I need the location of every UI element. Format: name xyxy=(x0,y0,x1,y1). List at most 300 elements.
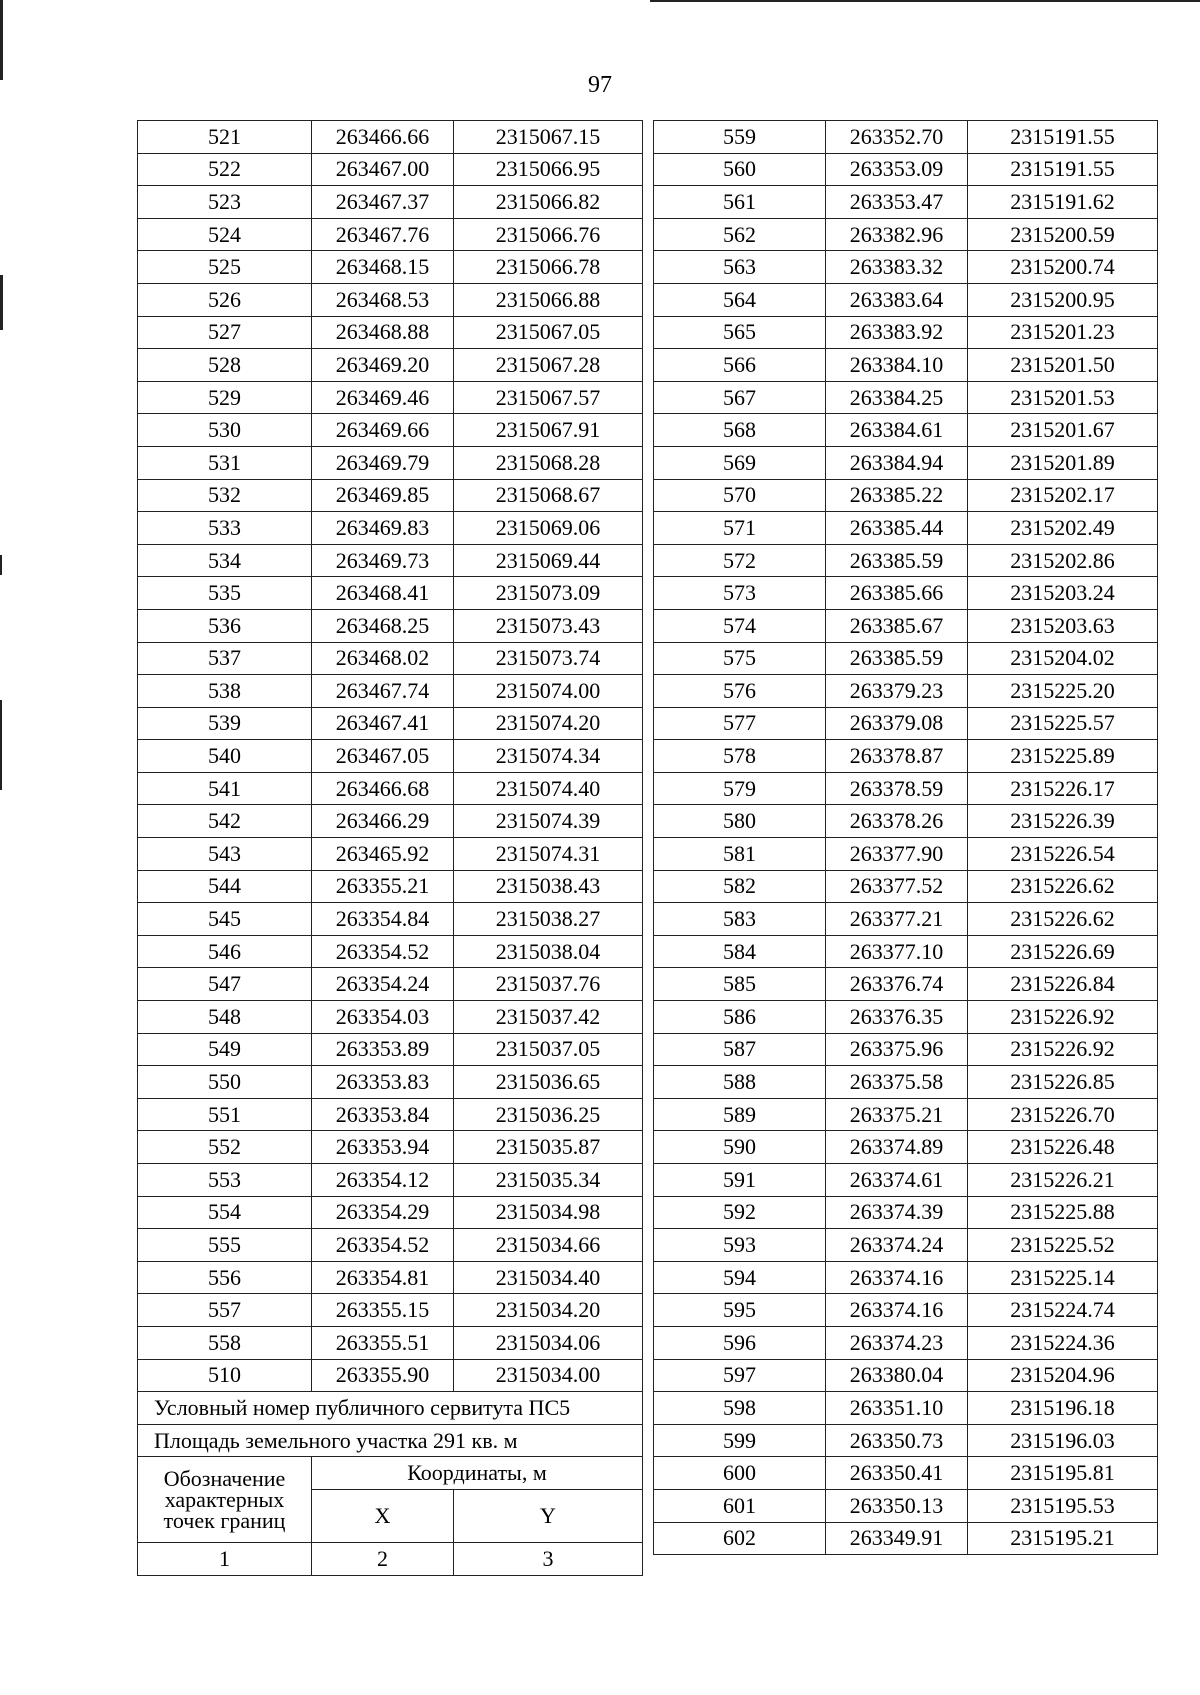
y-coordinate-cell: 2315034.40 xyxy=(454,1261,643,1294)
y-coordinate-cell: 2315203.24 xyxy=(968,577,1158,610)
point-number-cell: 526 xyxy=(138,283,312,316)
x-coordinate-cell: 263385.67 xyxy=(826,609,968,642)
point-number-cell: 572 xyxy=(654,544,826,577)
table-row xyxy=(138,675,643,708)
table-row xyxy=(138,577,643,610)
x-coordinate-cell: 263469.20 xyxy=(312,349,454,382)
scan-edge-mark xyxy=(0,0,3,80)
y-coordinate-cell: 2315037.76 xyxy=(454,968,643,1001)
x-coordinate-cell: 263377.90 xyxy=(826,838,968,871)
table-row xyxy=(138,1196,643,1229)
y-coordinate-cell: 2315035.87 xyxy=(454,1131,643,1164)
table-row xyxy=(654,772,1158,805)
table-row xyxy=(654,1131,1158,1164)
point-number-cell: 547 xyxy=(138,968,312,1001)
table-row xyxy=(138,642,643,675)
table-row xyxy=(138,544,643,577)
point-number-cell: 569 xyxy=(654,446,826,479)
x-coordinate-cell: 263379.08 xyxy=(826,707,968,740)
table-row xyxy=(654,121,1158,154)
x-coordinate-cell: 263374.16 xyxy=(826,1294,968,1327)
point-number-cell: 567 xyxy=(654,381,826,414)
x-coordinate-cell: 263466.66 xyxy=(312,121,454,154)
left-table-footer xyxy=(138,1392,643,1575)
point-number-cell: 528 xyxy=(138,349,312,382)
point-number-cell: 539 xyxy=(138,707,312,740)
x-coordinate-cell: 263353.84 xyxy=(312,1098,454,1131)
point-number-cell: 549 xyxy=(138,1033,312,1066)
point-number-cell: 551 xyxy=(138,1098,312,1131)
land-area-label: Площадь земельного участка 291 кв. м xyxy=(138,1424,643,1457)
x-coordinate-cell: 263384.94 xyxy=(826,446,968,479)
point-number-cell: 557 xyxy=(138,1294,312,1327)
x-header: X xyxy=(312,1489,454,1542)
y-coordinate-cell: 2315073.09 xyxy=(454,577,643,610)
y-coordinate-cell: 2315036.65 xyxy=(454,1066,643,1099)
x-coordinate-cell: 263376.35 xyxy=(826,1001,968,1034)
y-coordinate-cell: 2315034.20 xyxy=(454,1294,643,1327)
column-number-2: 2 xyxy=(312,1542,454,1575)
y-coordinate-cell: 2315069.06 xyxy=(454,512,643,545)
point-number-cell: 530 xyxy=(138,414,312,447)
y-coordinate-cell: 2315225.57 xyxy=(968,707,1158,740)
point-number-cell: 546 xyxy=(138,935,312,968)
y-coordinate-cell: 2315226.84 xyxy=(968,968,1158,1001)
point-number-cell: 583 xyxy=(654,903,826,936)
table-row xyxy=(138,251,643,284)
table-row xyxy=(138,1294,643,1327)
x-coordinate-cell: 263353.89 xyxy=(312,1033,454,1066)
table-row xyxy=(654,707,1158,740)
y-coordinate-cell: 2315066.88 xyxy=(454,283,643,316)
coordinates-table-right xyxy=(653,120,1158,1555)
table-row xyxy=(654,1001,1158,1034)
table-row xyxy=(654,218,1158,251)
y-coordinate-cell: 2315196.03 xyxy=(968,1424,1158,1457)
y-coordinate-cell: 2315037.05 xyxy=(454,1033,643,1066)
x-coordinate-cell: 263467.05 xyxy=(312,740,454,773)
x-coordinate-cell: 263469.73 xyxy=(312,544,454,577)
table-row xyxy=(138,316,643,349)
point-number-cell: 587 xyxy=(654,1033,826,1066)
y-coordinate-cell: 2315191.55 xyxy=(968,121,1158,154)
table-row xyxy=(138,186,643,219)
x-coordinate-cell: 263354.03 xyxy=(312,1001,454,1034)
y-coordinate-cell: 2315226.21 xyxy=(968,1164,1158,1197)
table-row xyxy=(654,479,1158,512)
table-row xyxy=(654,1489,1158,1522)
x-coordinate-cell: 263354.52 xyxy=(312,1229,454,1262)
area-row xyxy=(138,1424,643,1457)
x-coordinate-cell: 263468.25 xyxy=(312,609,454,642)
table-row xyxy=(138,968,643,1001)
point-number-cell: 560 xyxy=(654,153,826,186)
scan-edge-mark xyxy=(0,700,2,790)
y-coordinate-cell: 2315191.55 xyxy=(968,153,1158,186)
x-coordinate-cell: 263469.46 xyxy=(312,381,454,414)
table-row xyxy=(138,838,643,871)
y-coordinate-cell: 2315226.62 xyxy=(968,903,1158,936)
y-coordinate-cell: 2315195.81 xyxy=(968,1457,1158,1490)
x-coordinate-cell: 263384.61 xyxy=(826,414,968,447)
table-row xyxy=(138,1131,643,1164)
table-row xyxy=(654,1098,1158,1131)
table-row xyxy=(654,903,1158,936)
point-number-cell: 533 xyxy=(138,512,312,545)
point-number-cell: 529 xyxy=(138,381,312,414)
point-number-cell: 541 xyxy=(138,772,312,805)
y-coordinate-cell: 2315225.88 xyxy=(968,1196,1158,1229)
point-number-cell: 566 xyxy=(654,349,826,382)
point-number-cell: 540 xyxy=(138,740,312,773)
x-coordinate-cell: 263467.74 xyxy=(312,675,454,708)
column-number-1: 1 xyxy=(138,1542,312,1575)
y-coordinate-cell: 2315195.21 xyxy=(968,1522,1158,1555)
table-row xyxy=(654,1359,1158,1392)
x-coordinate-cell: 263383.32 xyxy=(826,251,968,284)
y-coordinate-cell: 2315068.67 xyxy=(454,479,643,512)
point-number-cell: 574 xyxy=(654,609,826,642)
y-coordinate-cell: 2315034.98 xyxy=(454,1196,643,1229)
x-coordinate-cell: 263350.41 xyxy=(826,1457,968,1490)
point-number-cell: 544 xyxy=(138,870,312,903)
x-coordinate-cell: 263354.29 xyxy=(312,1196,454,1229)
x-coordinate-cell: 263469.66 xyxy=(312,414,454,447)
header-row xyxy=(138,1457,643,1490)
point-number-cell: 545 xyxy=(138,903,312,936)
x-coordinate-cell: 263353.47 xyxy=(826,186,968,219)
y-coordinate-cell: 2315191.62 xyxy=(968,186,1158,219)
y-coordinate-cell: 2315226.85 xyxy=(968,1066,1158,1099)
point-number-cell: 548 xyxy=(138,1001,312,1034)
point-number-cell: 537 xyxy=(138,642,312,675)
y-coordinate-cell: 2315225.20 xyxy=(968,675,1158,708)
x-coordinate-cell: 263465.92 xyxy=(312,838,454,871)
y-coordinate-cell: 2315067.28 xyxy=(454,349,643,382)
y-coordinate-cell: 2315034.00 xyxy=(454,1359,643,1392)
point-number-cell: 532 xyxy=(138,479,312,512)
table-row xyxy=(654,186,1158,219)
point-number-cell: 562 xyxy=(654,218,826,251)
y-coordinate-cell: 2315201.50 xyxy=(968,349,1158,382)
y-coordinate-cell: 2315201.23 xyxy=(968,316,1158,349)
point-number-cell: 525 xyxy=(138,251,312,284)
x-coordinate-cell: 263468.53 xyxy=(312,283,454,316)
table-row xyxy=(654,251,1158,284)
x-coordinate-cell: 263383.64 xyxy=(826,283,968,316)
table-row xyxy=(654,935,1158,968)
x-coordinate-cell: 263350.13 xyxy=(826,1489,968,1522)
table-row xyxy=(654,446,1158,479)
table-row xyxy=(138,349,643,382)
table-row xyxy=(138,935,643,968)
scan-edge-mark xyxy=(0,275,3,330)
table-row xyxy=(654,609,1158,642)
point-number-cell: 582 xyxy=(654,870,826,903)
y-coordinate-cell: 2315195.53 xyxy=(968,1489,1158,1522)
point-number-cell: 542 xyxy=(138,805,312,838)
point-number-cell: 563 xyxy=(654,251,826,284)
y-coordinate-cell: 2315074.20 xyxy=(454,707,643,740)
x-coordinate-cell: 263377.52 xyxy=(826,870,968,903)
table-row xyxy=(138,707,643,740)
point-number-cell: 536 xyxy=(138,609,312,642)
y-coordinate-cell: 2315036.25 xyxy=(454,1098,643,1131)
point-number-cell: 535 xyxy=(138,577,312,610)
point-number-cell: 588 xyxy=(654,1066,826,1099)
x-coordinate-cell: 263374.16 xyxy=(826,1261,968,1294)
point-number-cell: 595 xyxy=(654,1294,826,1327)
x-coordinate-cell: 263377.10 xyxy=(826,935,968,968)
coordinates-table-left xyxy=(137,120,643,1576)
point-number-cell: 524 xyxy=(138,218,312,251)
point-number-cell: 580 xyxy=(654,805,826,838)
x-coordinate-cell: 263384.25 xyxy=(826,381,968,414)
point-number-cell: 598 xyxy=(654,1392,826,1425)
x-coordinate-cell: 263468.88 xyxy=(312,316,454,349)
x-coordinate-cell: 263469.85 xyxy=(312,479,454,512)
x-coordinate-cell: 263355.90 xyxy=(312,1359,454,1392)
y-coordinate-cell: 2315201.89 xyxy=(968,446,1158,479)
y-coordinate-cell: 2315226.54 xyxy=(968,838,1158,871)
x-coordinate-cell: 263377.21 xyxy=(826,903,968,936)
table-row xyxy=(138,1326,643,1359)
table-row xyxy=(138,479,643,512)
point-number-cell: 591 xyxy=(654,1164,826,1197)
x-coordinate-cell: 263350.73 xyxy=(826,1424,968,1457)
column-numbers-row xyxy=(138,1542,643,1575)
table-row xyxy=(654,675,1158,708)
point-number-cell: 577 xyxy=(654,707,826,740)
table-row xyxy=(138,1033,643,1066)
point-number-cell: 564 xyxy=(654,283,826,316)
table-row xyxy=(138,1001,643,1034)
point-number-cell: 550 xyxy=(138,1066,312,1099)
point-number-cell: 585 xyxy=(654,968,826,1001)
y-coordinate-cell: 2315226.92 xyxy=(968,1033,1158,1066)
x-coordinate-cell: 263355.15 xyxy=(312,1294,454,1327)
x-coordinate-cell: 263354.12 xyxy=(312,1164,454,1197)
table-row xyxy=(138,805,643,838)
point-number-cell: 597 xyxy=(654,1359,826,1392)
table-row xyxy=(654,1261,1158,1294)
y-coordinate-cell: 2315203.63 xyxy=(968,609,1158,642)
x-coordinate-cell: 263467.41 xyxy=(312,707,454,740)
point-number-cell: 565 xyxy=(654,316,826,349)
point-number-cell: 590 xyxy=(654,1131,826,1164)
column-number-3: 3 xyxy=(454,1542,643,1575)
x-coordinate-cell: 263353.83 xyxy=(312,1066,454,1099)
table-row xyxy=(138,512,643,545)
table-row xyxy=(138,903,643,936)
y-coordinate-cell: 2315035.34 xyxy=(454,1164,643,1197)
table-row xyxy=(654,283,1158,316)
point-number-cell: 570 xyxy=(654,479,826,512)
x-coordinate-cell: 263375.58 xyxy=(826,1066,968,1099)
y-coordinate-cell: 2315069.44 xyxy=(454,544,643,577)
point-number-cell: 594 xyxy=(654,1261,826,1294)
table-row xyxy=(138,609,643,642)
y-coordinate-cell: 2315201.67 xyxy=(968,414,1158,447)
table-row xyxy=(654,414,1158,447)
y-coordinate-cell: 2315038.27 xyxy=(454,903,643,936)
point-number-cell: 556 xyxy=(138,1261,312,1294)
table-row xyxy=(138,446,643,479)
y-coordinate-cell: 2315202.86 xyxy=(968,544,1158,577)
table-row xyxy=(654,316,1158,349)
x-coordinate-cell: 263375.96 xyxy=(826,1033,968,1066)
x-coordinate-cell: 263385.66 xyxy=(826,577,968,610)
table-row xyxy=(654,1066,1158,1099)
x-coordinate-cell: 263384.10 xyxy=(826,349,968,382)
table-row xyxy=(138,870,643,903)
x-coordinate-cell: 263468.02 xyxy=(312,642,454,675)
y-coordinate-cell: 2315200.59 xyxy=(968,218,1158,251)
y-coordinate-cell: 2315067.05 xyxy=(454,316,643,349)
y-coordinate-cell: 2315204.96 xyxy=(968,1359,1158,1392)
table-row xyxy=(654,577,1158,610)
y-coordinate-cell: 2315067.91 xyxy=(454,414,643,447)
x-coordinate-cell: 263378.26 xyxy=(826,805,968,838)
x-coordinate-cell: 263382.96 xyxy=(826,218,968,251)
x-coordinate-cell: 263376.74 xyxy=(826,968,968,1001)
y-coordinate-cell: 2315073.74 xyxy=(454,642,643,675)
y-coordinate-cell: 2315225.52 xyxy=(968,1229,1158,1262)
y-coordinate-cell: 2315074.40 xyxy=(454,772,643,805)
point-number-cell: 538 xyxy=(138,675,312,708)
x-coordinate-cell: 263378.59 xyxy=(826,772,968,805)
x-coordinate-cell: 263374.24 xyxy=(826,1229,968,1262)
table-row xyxy=(138,740,643,773)
x-coordinate-cell: 263353.94 xyxy=(312,1131,454,1164)
point-number-cell: 592 xyxy=(654,1196,826,1229)
point-number-cell: 571 xyxy=(654,512,826,545)
servitude-row xyxy=(138,1392,643,1425)
x-coordinate-cell: 263374.23 xyxy=(826,1326,968,1359)
y-coordinate-cell: 2315201.53 xyxy=(968,381,1158,414)
point-number-cell: 581 xyxy=(654,838,826,871)
y-coordinate-cell: 2315066.95 xyxy=(454,153,643,186)
table-row xyxy=(654,1392,1158,1425)
x-coordinate-cell: 263351.10 xyxy=(826,1392,968,1425)
y-coordinate-cell: 2315225.14 xyxy=(968,1261,1158,1294)
point-number-cell: 554 xyxy=(138,1196,312,1229)
table-row xyxy=(654,1457,1158,1490)
table-row xyxy=(654,153,1158,186)
y-coordinate-cell: 2315068.28 xyxy=(454,446,643,479)
point-number-cell: 543 xyxy=(138,838,312,871)
table-row xyxy=(654,870,1158,903)
point-number-cell: 510 xyxy=(138,1359,312,1392)
table-row xyxy=(654,1229,1158,1262)
table-row xyxy=(654,1196,1158,1229)
y-coordinate-cell: 2315226.92 xyxy=(968,1001,1158,1034)
point-number-cell: 584 xyxy=(654,935,826,968)
y-coordinate-cell: 2315074.39 xyxy=(454,805,643,838)
table-row xyxy=(654,1424,1158,1457)
y-coordinate-cell: 2315073.43 xyxy=(454,609,643,642)
x-coordinate-cell: 263385.22 xyxy=(826,479,968,512)
table-row xyxy=(654,1164,1158,1197)
y-coordinate-cell: 2315202.17 xyxy=(968,479,1158,512)
table-row xyxy=(654,642,1158,675)
point-number-cell: 527 xyxy=(138,316,312,349)
x-coordinate-cell: 263468.41 xyxy=(312,577,454,610)
point-number-cell: 593 xyxy=(654,1229,826,1262)
point-number-cell: 521 xyxy=(138,121,312,154)
x-coordinate-cell: 263385.59 xyxy=(826,544,968,577)
y-coordinate-cell: 2315074.34 xyxy=(454,740,643,773)
x-coordinate-cell: 263354.52 xyxy=(312,935,454,968)
y-coordinate-cell: 2315074.00 xyxy=(454,675,643,708)
table-row xyxy=(138,1261,643,1294)
table-row xyxy=(654,968,1158,1001)
x-coordinate-cell: 263466.29 xyxy=(312,805,454,838)
table-row xyxy=(138,1359,643,1392)
designation-header: Обозначение характерных точек границ xyxy=(138,1457,312,1543)
x-coordinate-cell: 263385.44 xyxy=(826,512,968,545)
point-number-cell: 561 xyxy=(654,186,826,219)
scan-edge-mark xyxy=(650,0,1200,2)
point-number-cell: 558 xyxy=(138,1326,312,1359)
table-row xyxy=(654,838,1158,871)
x-coordinate-cell: 263374.61 xyxy=(826,1164,968,1197)
x-coordinate-cell: 263467.00 xyxy=(312,153,454,186)
y-coordinate-cell: 2315202.49 xyxy=(968,512,1158,545)
point-number-cell: 575 xyxy=(654,642,826,675)
x-coordinate-cell: 263466.68 xyxy=(312,772,454,805)
x-coordinate-cell: 263354.81 xyxy=(312,1261,454,1294)
y-coordinate-cell: 2315226.69 xyxy=(968,935,1158,968)
x-coordinate-cell: 263467.37 xyxy=(312,186,454,219)
y-coordinate-cell: 2315038.43 xyxy=(454,870,643,903)
y-coordinate-cell: 2315196.18 xyxy=(968,1392,1158,1425)
y-coordinate-cell: 2315074.31 xyxy=(454,838,643,871)
point-number-cell: 576 xyxy=(654,675,826,708)
x-coordinate-cell: 263385.59 xyxy=(826,642,968,675)
x-coordinate-cell: 263354.24 xyxy=(312,968,454,1001)
point-number-cell: 531 xyxy=(138,446,312,479)
x-coordinate-cell: 263383.92 xyxy=(826,316,968,349)
y-coordinate-cell: 2315038.04 xyxy=(454,935,643,968)
table-row xyxy=(654,349,1158,382)
table-row xyxy=(654,512,1158,545)
table-row xyxy=(138,121,643,154)
x-coordinate-cell: 263352.70 xyxy=(826,121,968,154)
x-coordinate-cell: 263355.51 xyxy=(312,1326,454,1359)
point-number-cell: 600 xyxy=(654,1457,826,1490)
table-row xyxy=(138,1164,643,1197)
table-row xyxy=(654,1294,1158,1327)
table-row xyxy=(138,1098,643,1131)
y-coordinate-cell: 2315226.39 xyxy=(968,805,1158,838)
page-number: 97 xyxy=(588,72,612,98)
table-row xyxy=(654,1033,1158,1066)
y-coordinate-cell: 2315225.89 xyxy=(968,740,1158,773)
table-row xyxy=(138,1229,643,1262)
point-number-cell: 559 xyxy=(654,121,826,154)
point-number-cell: 578 xyxy=(654,740,826,773)
table-row xyxy=(138,772,643,805)
x-coordinate-cell: 263468.15 xyxy=(312,251,454,284)
scan-edge-mark xyxy=(0,555,2,575)
table-row xyxy=(138,153,643,186)
x-coordinate-cell: 263467.76 xyxy=(312,218,454,251)
y-coordinate-cell: 2315200.74 xyxy=(968,251,1158,284)
y-coordinate-cell: 2315066.76 xyxy=(454,218,643,251)
x-coordinate-cell: 263378.87 xyxy=(826,740,968,773)
point-number-cell: 586 xyxy=(654,1001,826,1034)
